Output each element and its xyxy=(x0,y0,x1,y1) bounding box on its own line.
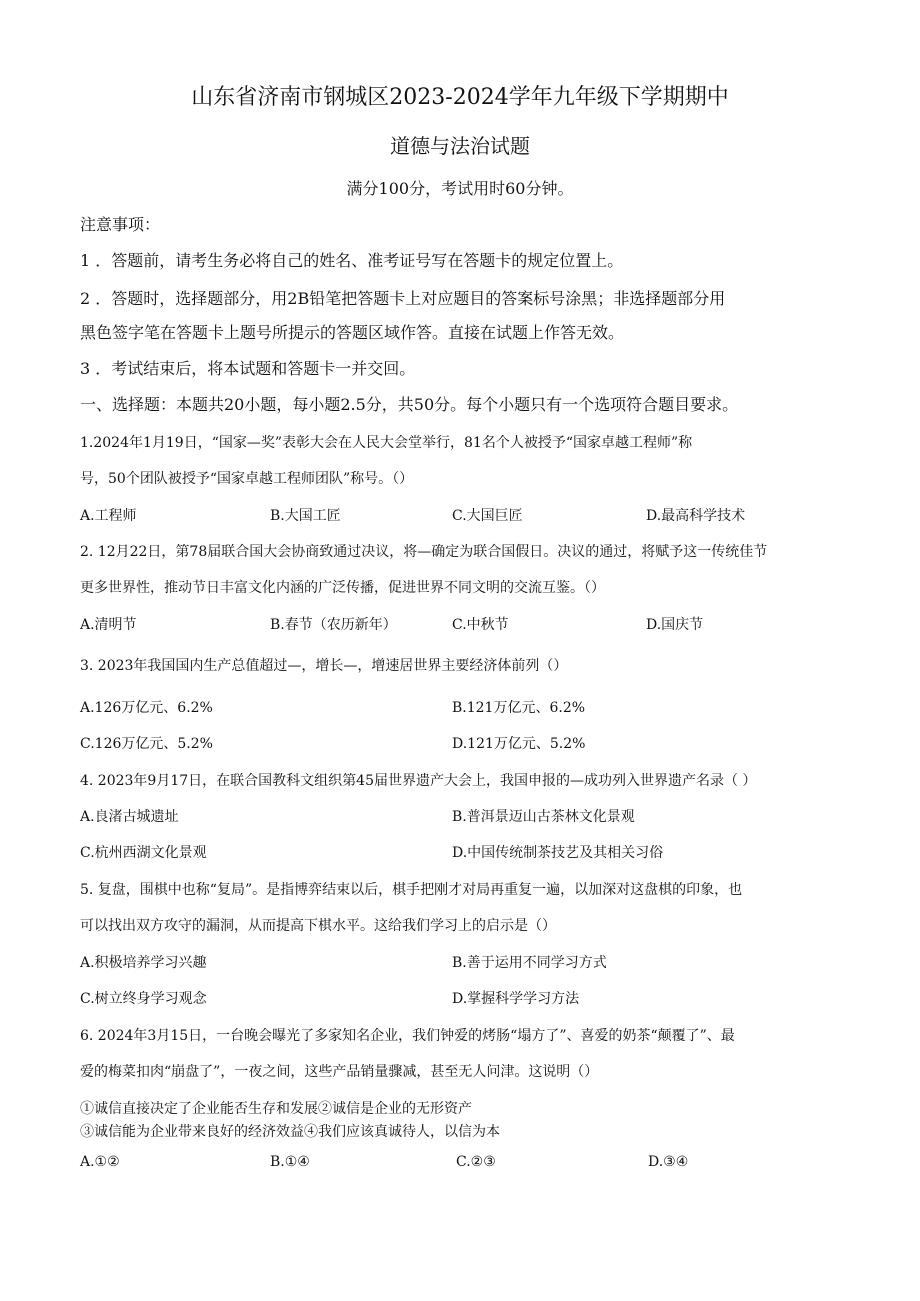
question-6-option-b: B.①④ xyxy=(270,1154,310,1170)
question-5-option-c: C.树立终身学习观念 xyxy=(80,991,207,1007)
section-heading: 一、选择题：本题共20小题，每小题2.5分，共50分。每个小题只有一个选项符合题目要求。 xyxy=(80,395,739,414)
question-6-line-2: 爱的梅菜扣肉“崩盘了”，一夜之间，这些产品销量骤减，甚至无人问津。这说明（） xyxy=(80,1064,599,1080)
notice-item-2-line-2: 黑色签字笔在答题卡上题号所提示的答题区域作答。直接在试题上作答无效。 xyxy=(80,323,625,342)
question-1-line-2: 号，50个团队被授予“国家卓越工程师团队”称号。（） xyxy=(80,471,414,487)
question-5-option-a: A.积极培养学习兴趣 xyxy=(80,955,207,971)
notice-heading: 注意事项： xyxy=(80,215,161,234)
question-5-option-b: B.善于运用不同学习方式 xyxy=(452,955,607,971)
question-4-option-d: D.中国传统制茶技艺及其相关习俗 xyxy=(452,845,664,861)
question-5-line-2: 可以找出双方攻守的漏洞，从而提高下棋水平。这给我们学习上的启示是（） xyxy=(80,918,556,934)
question-6-line-1: 6. 2024年3月15日，一台晚会曝光了多家知名企业，我们钟爱的烤肠“塌方了”、喜爱的奶茶“颠覆了”、最 xyxy=(80,1028,735,1044)
question-6-option-d: D.③④ xyxy=(648,1154,689,1170)
question-3-option-b: B.121万亿元、6.2% xyxy=(452,700,586,716)
exam-title: 山东省济南市钢城区2023-2024学年九年级下学期期中 xyxy=(191,85,729,110)
question-3-option-a: A.126万亿元、6.2% xyxy=(80,700,213,716)
question-6-statements-2: ③诚信能为企业带来良好的经济效益④我们应该真诚待人，以信为本 xyxy=(80,1124,500,1140)
question-6-statements-1: ①诚信直接决定了企业能否生存和发展②诚信是企业的无形资产 xyxy=(80,1101,472,1117)
question-6-option-a: A.①② xyxy=(80,1154,120,1170)
question-3-option-d: D.121万亿元、5.2% xyxy=(452,736,586,752)
question-5-option-d: D.掌握科学学习方法 xyxy=(452,991,580,1007)
question-3-option-c: C.126万亿元、5.2% xyxy=(80,736,213,752)
question-2-option-b: B.春节（农历新年） xyxy=(270,617,397,633)
notice-item-3: 3 ．考试结束后，将本试题和答题卡一并交回。 xyxy=(80,359,416,378)
question-1-option-c: C.大国巨匠 xyxy=(452,508,523,524)
question-1-option-a: A.工程师 xyxy=(80,508,137,524)
question-4-option-b: B.普洱景迈山古茶林文化景观 xyxy=(452,809,635,825)
question-2-line-2: 更多世界性，推动节日丰富文化内涵的广泛传播，促进世界不同文明的交流互鉴。（） xyxy=(80,580,605,596)
exam-info: 满分100分，考试用时60分钟。 xyxy=(346,179,574,198)
question-2-option-d: D.国庆节 xyxy=(646,617,704,633)
question-4-option-c: C.杭州西湖文化景观 xyxy=(80,845,207,861)
question-6-option-c: C.②③ xyxy=(456,1154,496,1170)
question-5-line-1: 5. 复盘，围棋中也称“复局”。是指博弈结束以后，棋手把刚才对局再重复一遍，以加深对这盘棋的印象，也 xyxy=(80,882,743,898)
question-2-line-1: 2. 12月22日，第78届联合国大会协商致通过决议，将—确定为联合国假日。决议的通过，将赋予这一传统佳节 xyxy=(80,544,768,560)
question-1-option-b: B.大国工匠 xyxy=(270,508,341,524)
question-1-option-d: D.最高科学技术 xyxy=(646,508,746,524)
question-2-option-a: A.清明节 xyxy=(80,617,137,633)
question-1-line-1: 1.2024年1月19日，“国家—奖”表彰大会在人民大会堂举行，81名个人被授予“国家卓越工程师”称 xyxy=(80,435,693,451)
exam-subject-title: 道德与法治试题 xyxy=(390,134,530,158)
notice-item-1: 1 ．答题前，请考生务必将自己的姓名、准考证号写在答题卡的规定位置上。 xyxy=(80,251,624,270)
question-3-line-1: 3. 2023年我国国内生产总值超过—，增长—，增速居世界主要经济体前列（） xyxy=(80,658,568,674)
question-2-option-c: C.中秋节 xyxy=(452,617,509,633)
question-4-option-a: A.良渚古城遗址 xyxy=(80,809,179,825)
question-4-line-1: 4. 2023年9月17日，在联合国教科文组织第45届世界遗产大会上，我国申报的—成功列入世界遗产名录（ ） xyxy=(80,773,757,789)
notice-item-2-line-1: 2 ．答题时，选择题部分，用2B铅笔把答题卡上对应题目的答案标号涂黑；非选择题部分用 xyxy=(80,289,726,308)
